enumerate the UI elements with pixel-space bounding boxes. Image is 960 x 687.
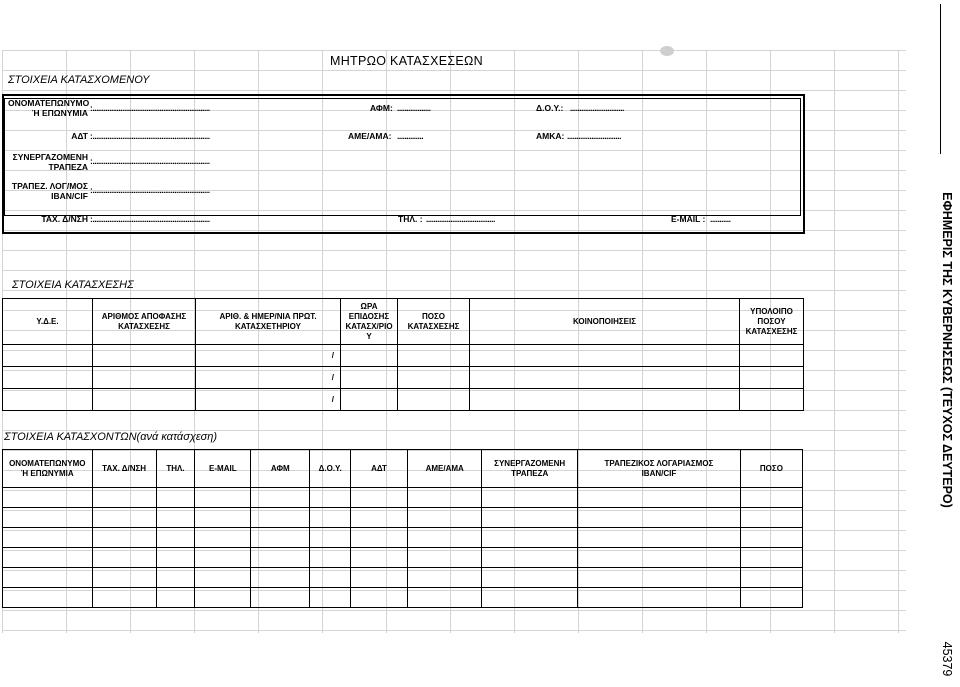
page-title: ΜΗΤΡΩΟ ΚΑΤΑΣΧΕΣΕΩΝ	[330, 54, 483, 68]
header-phone: ΤΗΛ.	[156, 450, 195, 488]
header-ame: ΑΜΕ/ΑΜΑ	[408, 450, 482, 488]
table-row	[3, 588, 803, 608]
table-row	[3, 528, 803, 548]
seizure-section-title: ΣΤΟΙΧΕΙΑ ΚΑΤΑΣΧΕΣΗΣ	[12, 279, 134, 291]
header-notices: ΚΟΙΝΟΠΟΙΗΣΕΙΣ	[470, 299, 740, 345]
seizure-header-row	[3, 299, 804, 345]
name-field[interactable]: :...............................................................	[90, 103, 210, 113]
header-email: E-MAIL	[195, 450, 251, 488]
protocol-date-cell[interactable]: /	[196, 367, 341, 389]
garnishees-section-title: ΣΤΟΙΧΕΙΑ ΚΑΤΑΣΧΟΝΤΩΝ(ανά κατάσχεση)	[4, 431, 218, 443]
address-label: ΤΑΧ. Δ/ΝΣΗ	[41, 214, 88, 224]
email-field[interactable]: ...........	[710, 214, 731, 224]
header-account: ΤΡΑΠΕΖΙΚΟΣ ΛΟΓΑΡΙΑΣΜΟΣ IBAN/CIF	[578, 450, 741, 488]
garnishees-header-row	[3, 450, 803, 488]
table-row	[3, 548, 803, 568]
table-row	[3, 389, 804, 411]
header-doy: Δ.Ο.Υ.	[310, 450, 351, 488]
gazette-side-title: ΕΦΗΜΕΡΙΣ ΤΗΣ ΚΥΒΕΡΝΗΣΕΩΣ (ΤΕΥΧΟΣ ΔΕΥΤΕΡΟ)	[940, 192, 954, 508]
adt-label: ΑΔΤ	[71, 131, 88, 141]
name-label: ΟΝΟΜΑΤΕΠΩΝΥΜΟ Ή ΕΠΩΝΥΜΙΑ	[8, 98, 90, 118]
amka-label: ΑΜΚΑ:	[536, 131, 565, 141]
afm-field[interactable]: ..................	[397, 103, 431, 113]
header-service-time: ΩΡΑ ΕΠΙΔΟΣΗΣ ΚΑΤΑΣΧ/ΡΙΟ Υ	[341, 299, 398, 345]
amka-field[interactable]: .............................	[567, 131, 621, 141]
protocol-date-cell[interactable]: /	[196, 389, 341, 411]
email-label: E-MAIL :	[671, 214, 706, 224]
header-afm: ΑΦΜ	[251, 450, 310, 488]
table-row	[3, 488, 803, 508]
table-row	[3, 508, 803, 528]
ame-label: ΑΜΕ/ΑΜΑ:	[348, 131, 392, 141]
debtor-section-title: ΣΤΟΙΧΕΙΑ ΚΑΤΑΣΧΟΜΕΝΟΥ	[8, 74, 150, 86]
header-name: ΟΝΟΜΑΤΕΠΩΝΥΜΟ Ή ΕΠΩΝΥΜΙΑ	[3, 450, 93, 488]
bank-label: ΣΥΝΕΡΓΑΖΟΜΕΝΗ ΤΡΑΠΕΖΑ	[12, 152, 88, 172]
header-protocol: ΑΡΙΘ. & ΗΜΕΡ/ΝΙΑ ΠΡΩΤ. ΚΑΤΑΣΧΕΤΗΡΙΟΥ	[196, 299, 341, 345]
scroll-marker	[660, 46, 674, 56]
ame-field[interactable]: ..............	[397, 131, 424, 141]
seizure-table	[2, 298, 804, 411]
header-amount: ΠΟΣΟ	[740, 450, 802, 488]
table-row	[3, 345, 804, 367]
doy-field[interactable]: .............................	[570, 103, 624, 113]
bank-field[interactable]: :...............................................................	[90, 156, 210, 166]
address-field[interactable]: :...............................................................	[90, 214, 210, 224]
garnishees-table	[2, 449, 803, 608]
margin-rule	[940, 4, 941, 154]
page-number: 45379	[940, 641, 954, 677]
header-bank: ΣΥΝΕΡΓΑΖΟΜΕΝΗ ΤΡΑΠΕΖΑ	[482, 450, 578, 488]
header-seizure-amount: ΠΟΣΟ ΚΑΤΑΣΧΕΣΗΣ	[398, 299, 470, 345]
table-row	[3, 568, 803, 588]
phone-field[interactable]: .....................................	[426, 214, 495, 224]
table-row	[3, 367, 804, 389]
account-label: ΤΡΑΠΕΖ. ΛΟΓ/ΜΟΣ IBAN/CIF	[11, 181, 88, 201]
header-balance: ΥΠΟΛΟΙΠΟ ΠΟΣΟΥ ΚΑΤΑΣΧΕΣΗΣ	[740, 299, 804, 345]
account-field[interactable]: :...............................................................	[90, 185, 210, 195]
afm-label: ΑΦΜ:	[370, 103, 393, 113]
header-address: ΤΑΧ. Δ/ΝΣΗ	[92, 450, 156, 488]
header-yde: Υ.Δ.Ε.	[3, 299, 93, 345]
header-adt: ΑΔΤ	[351, 450, 408, 488]
phone-label: ΤΗΛ. :	[398, 214, 423, 224]
doy-label: Δ.Ο.Υ.:	[536, 103, 564, 113]
adt-field[interactable]: :...............................................................	[90, 131, 210, 141]
protocol-date-cell[interactable]: /	[196, 345, 341, 367]
header-decision: ΑΡΙΘΜΟΣ ΑΠΟΦΑΣΗΣ ΚΑΤΑΣΧΕΣΗΣ	[93, 299, 196, 345]
